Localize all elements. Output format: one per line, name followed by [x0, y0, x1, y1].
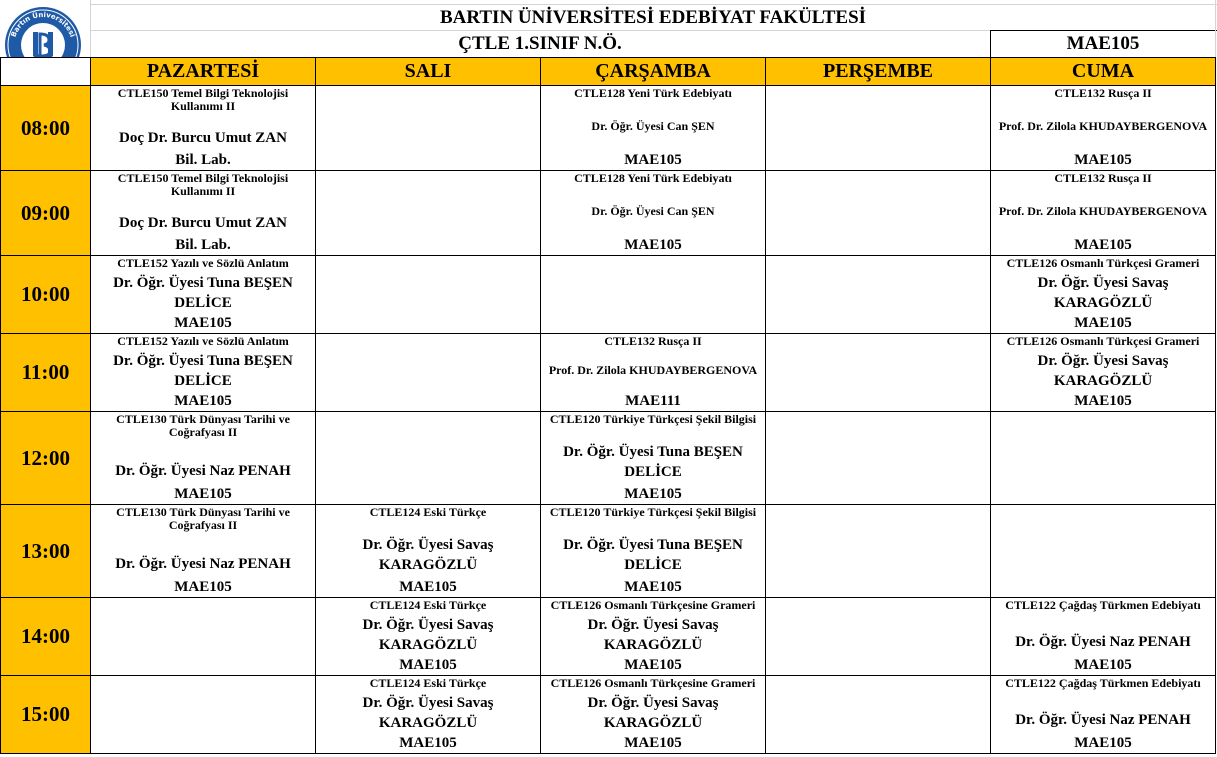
instructor-name: Dr. Öğr. Üyesi Naz PENAH	[1015, 634, 1191, 650]
schedule-cell-monday	[91, 505, 316, 598]
room-name: Bil. Lab.	[175, 152, 231, 168]
course-name: CTLE132 Rusça II	[1054, 171, 1152, 185]
course-name: CTLE152 Yazılı ve Sözlü Anlatım	[117, 256, 289, 270]
course-name: CTLE132 Rusça II	[604, 334, 702, 348]
corner-cell	[1, 58, 91, 86]
schedule-cell-wednesday	[541, 334, 766, 412]
schedule-cell-tuesday	[316, 505, 541, 598]
instructor-name: Prof. Dr. Zilola KHUDAYBERGENOVA	[998, 203, 1208, 218]
schedule-cell-wednesday	[541, 171, 766, 256]
instructor-name: Dr. Öğr. Üyesi Tuna BEŞEN DELİCE	[563, 536, 743, 573]
schedule-cell-friday	[991, 598, 1216, 676]
schedule-cell-thursday	[766, 334, 991, 412]
schedule-cell-friday	[991, 334, 1216, 412]
time-slot-label: 11:00	[1, 334, 91, 412]
schedule-cell-friday	[991, 676, 1216, 754]
faculty-title: BARTIN ÜNİVERSİTESİ EDEBİYAT FAKÜLTESİ	[439, 7, 867, 28]
course-name: CTLE128 Yeni Türk Edebiyatı	[574, 171, 732, 185]
timetable	[0, 57, 1216, 754]
room-name: MAE105	[624, 735, 682, 751]
schedule-cell-thursday	[766, 171, 991, 256]
room-name: MAE105	[399, 657, 457, 673]
course-name: CTLE122 Çağdaş Türkmen Edebiyatı	[1005, 676, 1201, 690]
room-name: MAE105	[1074, 657, 1132, 673]
instructor-name: Doç Dr. Burcu Umut ZAN	[119, 130, 287, 146]
schedule-cell-wednesday	[541, 676, 766, 754]
classroom-label: MAE105	[1066, 33, 1140, 54]
time-row	[1, 256, 1216, 334]
instructor-name: Dr. Öğr. Üyesi Savaş KARAGÖZLÜ	[362, 617, 494, 654]
schedule-cell-monday	[91, 412, 316, 505]
time-row	[1, 171, 1216, 256]
instructor-name: Prof. Dr. Zilola KHUDAYBERGENOVA	[548, 363, 758, 377]
time-slot-label: 08:00	[1, 86, 91, 171]
schedule-cell-wednesday	[541, 256, 766, 334]
schedule-cell-wednesday	[541, 86, 766, 171]
day-header-monday: PAZARTESİ	[91, 58, 316, 86]
schedule-cell-thursday	[766, 598, 991, 676]
room-name: MAE105	[624, 152, 682, 168]
instructor-name: Dr. Öğr. Üyesi Savaş KARAGÖZLÜ	[1037, 353, 1169, 390]
course-name: CTLE126 Osmanlı Türkçesi Grameri	[1006, 256, 1200, 270]
room-name: Bil. Lab.	[175, 237, 231, 253]
room-name: MAE105	[174, 486, 232, 502]
time-row	[1, 86, 1216, 171]
schedule-cell-friday	[991, 412, 1216, 505]
day-header-wednesday: ÇARŞAMBA	[541, 58, 766, 86]
instructor-name: Dr. Öğr. Üyesi Savaş KARAGÖZLÜ	[362, 695, 494, 732]
schedule-cell-monday	[91, 598, 316, 676]
time-slot-label: 15:00	[1, 676, 91, 754]
schedule-cell-tuesday	[316, 676, 541, 754]
schedule-cell-tuesday	[316, 598, 541, 676]
course-name: CTLE126 Osmanlı Türkçesine Grameri	[550, 676, 756, 690]
instructor-name: Dr. Öğr. Üyesi Savaş KARAGÖZLÜ	[362, 536, 494, 573]
instructor-name: Dr. Öğr. Üyesi Tuna BEŞEN DELİCE	[563, 443, 743, 480]
instructor-name: Doç Dr. Burcu Umut ZAN	[119, 215, 287, 231]
course-name: CTLE120 Türkiye Türkçesi Şekil Bilgisi	[549, 412, 757, 426]
schedule-cell-friday	[991, 505, 1216, 598]
room-name: MAE105	[399, 579, 457, 595]
course-name: CTLE124 Eski Türkçe	[369, 505, 487, 519]
schedule-cell-wednesday	[541, 598, 766, 676]
time-row	[1, 598, 1216, 676]
instructor-name: Dr. Öğr. Üyesi Tuna BEŞEN DELİCE	[113, 353, 293, 390]
course-name: CTLE150 Temel Bilgi Teknolojisi Kullanımı II	[117, 171, 289, 198]
instructor-name: Dr. Öğr. Üyesi Can ŞEN	[591, 118, 715, 133]
schedule-cell-thursday	[766, 86, 991, 171]
instructor-name: Dr. Öğr. Üyesi Can ŞEN	[591, 203, 715, 218]
schedule-cell-wednesday	[541, 505, 766, 598]
course-name: CTLE120 Türkiye Türkçesi Şekil Bilgisi	[549, 505, 757, 519]
instructor-name: Dr. Öğr. Üyesi Naz PENAH	[115, 462, 291, 479]
schedule-cell-tuesday	[316, 256, 541, 334]
instructor-name: Dr. Öğr. Üyesi Naz PENAH	[1015, 712, 1191, 728]
instructor-name: Dr. Öğr. Üyesi Tuna BEŞEN DELİCE	[113, 275, 293, 312]
room-name: MAE105	[1074, 152, 1132, 168]
program-title: ÇTLE 1.SINIF N.Ö.	[458, 33, 622, 54]
schedule-cell-thursday	[766, 412, 991, 505]
schedule-cell-tuesday	[316, 334, 541, 412]
course-name: CTLE122 Çağdaş Türkmen Edebiyatı	[1005, 598, 1201, 612]
time-slot-label: 14:00	[1, 598, 91, 676]
course-name: CTLE126 Osmanlı Türkçesi Grameri	[1006, 334, 1200, 348]
schedule-cell-monday	[91, 334, 316, 412]
instructor-name: Dr. Öğr. Üyesi Savaş KARAGÖZLÜ	[587, 695, 719, 732]
day-header-thursday: PERŞEMBE	[766, 58, 991, 86]
schedule-cell-friday	[991, 171, 1216, 256]
schedule-cell-wednesday	[541, 412, 766, 505]
day-header-row	[1, 58, 1216, 86]
time-row	[1, 505, 1216, 598]
course-name: CTLE124 Eski Türkçe	[369, 676, 487, 690]
gridline	[990, 30, 1217, 31]
schedule-cell-thursday	[766, 676, 991, 754]
time-slot-label: 12:00	[1, 412, 91, 505]
room-name: MAE105	[624, 486, 682, 502]
schedule-cell-thursday	[766, 505, 991, 598]
room-name: MAE105	[399, 735, 457, 751]
room-name: MAE105	[624, 579, 682, 595]
time-slot-label: 13:00	[1, 505, 91, 598]
course-name: CTLE130 Türk Dünyası Tarihi ve Coğrafyası II	[116, 412, 290, 439]
room-name: MAE105	[174, 315, 232, 331]
schedule-cell-monday	[91, 256, 316, 334]
gridline	[90, 4, 1217, 5]
time-row	[1, 412, 1216, 505]
schedule-cell-monday	[91, 171, 316, 256]
course-name: CTLE126 Osmanlı Türkçesine Grameri	[550, 598, 756, 612]
schedule-cell-friday	[991, 256, 1216, 334]
gridline	[90, 30, 990, 31]
course-name: CTLE132 Rusça II	[1054, 86, 1152, 100]
room-name: MAE105	[1074, 735, 1132, 751]
room-name: MAE105	[624, 657, 682, 673]
room-name: MAE105	[624, 237, 682, 253]
schedule-cell-friday	[991, 86, 1216, 171]
course-name: CTLE124 Eski Türkçe	[369, 598, 487, 612]
room-name: MAE111	[625, 393, 681, 409]
course-name: CTLE128 Yeni Türk Edebiyatı	[574, 86, 732, 100]
schedule-cell-monday	[91, 676, 316, 754]
room-name: MAE105	[174, 579, 232, 595]
schedule-cell-thursday	[766, 256, 991, 334]
instructor-name: Dr. Öğr. Üyesi Savaş KARAGÖZLÜ	[1037, 275, 1169, 312]
course-name: CTLE152 Yazılı ve Sözlü Anlatım	[117, 334, 289, 348]
schedule-cell-monday	[91, 86, 316, 171]
course-name: CTLE130 Türk Dünyası Tarihi ve Coğrafyası II	[116, 505, 290, 532]
room-name: MAE105	[174, 393, 232, 409]
instructor-name: Dr. Öğr. Üyesi Savaş KARAGÖZLÜ	[587, 617, 719, 654]
schedule-cell-tuesday	[316, 86, 541, 171]
course-name: CTLE150 Temel Bilgi Teknolojisi Kullanımı II	[117, 86, 289, 113]
day-header-tuesday: SALI	[316, 58, 541, 86]
logo-ring-text: Bartın Üniversitesi	[9, 10, 77, 39]
room-name: MAE105	[1074, 315, 1132, 331]
time-slot-label: 09:00	[1, 171, 91, 256]
time-slot-label: 10:00	[1, 256, 91, 334]
schedule-cell-tuesday	[316, 412, 541, 505]
instructor-name: Dr. Öğr. Üyesi Naz PENAH	[115, 555, 291, 572]
room-name: MAE105	[1074, 237, 1132, 253]
room-name: MAE105	[1074, 393, 1132, 409]
schedule-cell-tuesday	[316, 171, 541, 256]
time-row	[1, 676, 1216, 754]
instructor-name: Prof. Dr. Zilola KHUDAYBERGENOVA	[998, 118, 1208, 133]
day-header-friday: CUMA	[991, 58, 1216, 86]
time-row	[1, 334, 1216, 412]
